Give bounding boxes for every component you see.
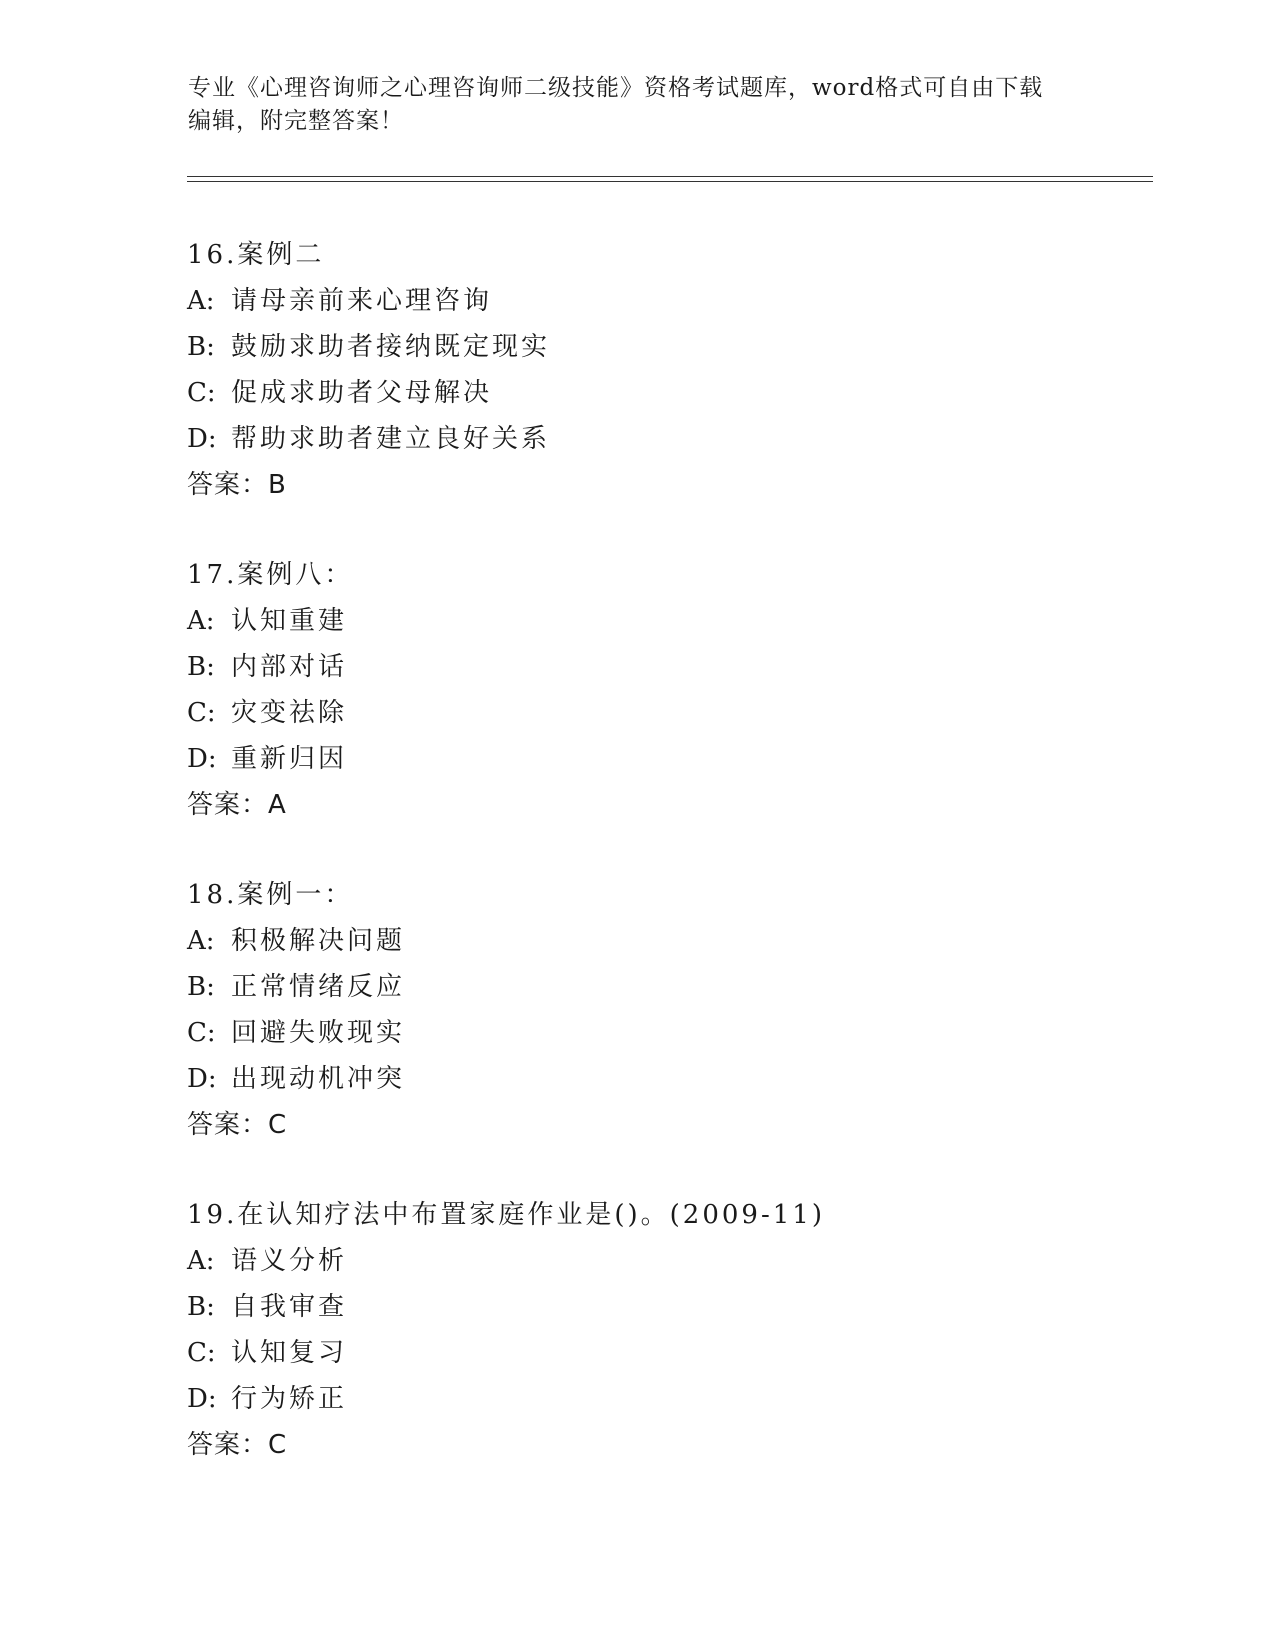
option-text: 自我审查 xyxy=(231,1292,348,1322)
option-key: D: xyxy=(187,1064,217,1094)
option-c xyxy=(187,1330,1147,1376)
question-16 xyxy=(187,232,1147,508)
option-key: B: xyxy=(187,1292,215,1322)
question-list xyxy=(187,232,1147,1512)
option-key: D: xyxy=(187,424,217,454)
option-b xyxy=(187,644,1147,690)
option-text: 回避失败现实 xyxy=(231,1018,406,1048)
option-key: C: xyxy=(187,698,216,728)
header-line-1: 专业《心理咨询师之心理咨询师二级技能》资格考试题库，word格式可自由下载 xyxy=(188,75,1044,101)
option-key: B: xyxy=(187,652,215,682)
answer-line: 答案：A xyxy=(187,790,287,820)
option-key: D: xyxy=(187,744,217,774)
header-divider-bottom xyxy=(187,181,1153,182)
question-17 xyxy=(187,552,1147,828)
option-key: C: xyxy=(187,1338,216,1368)
option-key: B: xyxy=(187,332,215,362)
option-key: C: xyxy=(187,1018,216,1048)
option-text: 灾变祛除 xyxy=(231,698,348,728)
option-a xyxy=(187,918,1147,964)
option-text: 出现动机冲突 xyxy=(231,1064,406,1094)
option-b xyxy=(187,324,1147,370)
option-c xyxy=(187,370,1147,416)
option-text: 帮助求助者建立良好关系 xyxy=(231,424,551,454)
option-d xyxy=(187,416,1147,462)
option-text: 认知重建 xyxy=(231,606,348,636)
question-18 xyxy=(187,872,1147,1148)
answer-line: 答案：C xyxy=(187,1110,288,1140)
option-text: 积极解决问题 xyxy=(231,926,406,956)
option-d xyxy=(187,1376,1147,1422)
option-key: A: xyxy=(187,606,215,636)
answer-line: 答案：B xyxy=(187,470,287,500)
option-text: 行为矫正 xyxy=(231,1384,348,1414)
option-a xyxy=(187,278,1147,324)
option-text: 语义分析 xyxy=(231,1246,348,1276)
option-key: A: xyxy=(187,286,215,316)
option-a xyxy=(187,598,1147,644)
question-19 xyxy=(187,1192,1147,1468)
header-divider-top xyxy=(187,176,1153,177)
header-line-2: 编辑，附完整答案！ xyxy=(188,108,404,134)
option-d xyxy=(187,736,1147,782)
option-key: D: xyxy=(187,1384,217,1414)
option-a xyxy=(187,1238,1147,1284)
option-key: C: xyxy=(187,378,216,408)
option-text: 认知复习 xyxy=(231,1338,348,1368)
option-text: 内部对话 xyxy=(231,652,348,682)
option-b xyxy=(187,964,1147,1010)
option-text: 促成求助者父母解决 xyxy=(231,378,493,408)
question-title: 16.案例二 xyxy=(187,240,325,270)
question-title: 18.案例一： xyxy=(187,880,354,910)
option-key: A: xyxy=(187,926,215,956)
option-key: A: xyxy=(187,1246,215,1276)
document-header xyxy=(188,72,1088,138)
option-key: B: xyxy=(187,972,215,1002)
option-text: 正常情绪反应 xyxy=(231,972,406,1002)
option-text: 鼓励求助者接纳既定现实 xyxy=(231,332,551,362)
answer-line: 答案：C xyxy=(187,1430,288,1460)
option-d xyxy=(187,1056,1147,1102)
question-title: 19.在认知疗法中布置家庭作业是()。(2009-11) xyxy=(187,1200,825,1230)
option-b xyxy=(187,1284,1147,1330)
option-text: 请母亲前来心理咨询 xyxy=(231,286,493,316)
option-c xyxy=(187,690,1147,736)
option-text: 重新归因 xyxy=(231,744,348,774)
question-title: 17.案例八： xyxy=(187,560,354,590)
option-c xyxy=(187,1010,1147,1056)
